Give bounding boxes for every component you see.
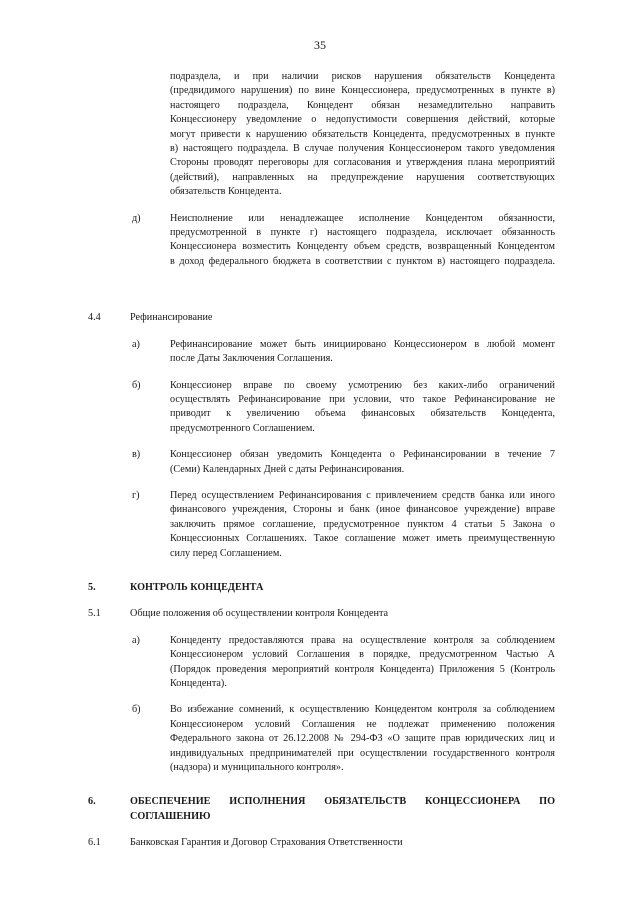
text-line: настоящего подраздела, Концедент обязан незамедлительно направить [170,99,555,111]
text-line: осуществлять Рефинансирование при условии, что такое Рефинансирование не [170,393,555,405]
subsection-title: Общие положения об осуществлении контроля Концедента [130,608,389,620]
subsection-number: 6.1 [88,837,101,849]
text-line: (действий), направленных на предупреждение нарушения соответствующих [170,171,555,183]
item-letter: в) [132,449,141,461]
text-line: приводит к увеличению объема финансовых обязательств Концедента, [170,408,555,420]
text-line: (предвидимого нарушения) по вине Концессионера, предусмотренных в пункте в) [170,85,555,97]
text-line: обязательств Концедента. [170,186,282,198]
subsection-4-4-heading [88,311,555,325]
document-body [88,70,555,851]
text-line: в доход федерального бюджета в соответствии с пунктом в) настоящего подраздела. [170,255,555,267]
list-item [88,379,555,437]
text-line: Концессионеру уведомление о недопустимости совершения действий, которые [170,114,555,126]
text-line: Концессионером условий Соглашения в порядке, предусмотренном Частью А [170,649,555,661]
section-title: КОНТРОЛЬ КОНЦЕДЕНТА [130,581,264,593]
list-item-d [88,212,555,270]
text-line: Перед осуществлением Рефинансирования с привлечением средств банка или иного [170,489,555,501]
text-line: Концедента). [170,678,227,689]
section-title-line: ОБЕСПЕЧЕНИЕ ИСПОЛНЕНИЯ ОБЯЗАТЕЛЬСТВ КОНЦЕССИОНЕРА ПО [130,796,555,808]
list-item [88,338,555,367]
page-number: 35 [314,38,326,52]
item-letter: б) [132,704,141,716]
text-line: в) настоящего подраздела. В случае получения Концессионером такого уведомления [170,143,555,155]
item-letter: д) [132,212,141,224]
subsection-title: Рефинансирование [130,312,213,324]
subsection-5-1-heading [88,607,555,621]
list-item [88,703,555,775]
section-number: 5. [88,581,96,593]
text-line: Во избежание сомнений, к осуществлению Концедентом контроля за соблюдением [170,704,555,716]
subsection-title: Банковская Гарантия и Договор Страхования Ответственности [130,837,403,849]
text-line: после Даты Заключения Соглашения. [170,353,333,365]
text-line: Концессионных Соглашениях. Такое соглашение может иметь преимущественную [170,533,555,545]
section-number: 6. [88,796,96,808]
list-item [88,634,555,692]
text-line: предусмотренной в пункте г) настоящего подраздела, исключает обязанность [170,227,555,239]
text-line: Рефинансирование может быть инициировано Концессионером в любой момент [170,338,555,350]
text-line: Федерального закона от 26.12.2008 № 294-ФЗ «О защите прав юридических лиц и [170,733,555,745]
text-line: силу перед Соглашением. [170,547,282,559]
item-letter: б) [132,379,141,391]
text-line: Концессионером условий Соглашения не подлежат применению положения [170,718,555,730]
subsection-number: 5.1 [88,608,101,620]
text-line: Концессионера возместить Концеденту объем средств, возвращенный Концедентом [170,241,555,253]
section-title-line: СОГЛАШЕНИЮ [130,810,211,822]
text-line: предусмотренного Соглашением. [170,422,315,434]
text-line: Концессионер вправе по своему усмотрению без каких-либо ограничений [170,379,555,391]
text-line: индивидуальных предпринимателей при осуществлении государственного контроля [170,747,555,759]
continuation-paragraph [88,70,555,200]
list-item [88,448,555,477]
item-letter: а) [132,338,140,350]
subsection-6-1-heading [88,836,555,850]
text-line: (надзора) и муниципального контроля». [170,762,344,774]
text-line: Концеденту предоставляются права на осуществление контроля за соблюдением [170,634,555,646]
section-5-heading [88,581,555,595]
item-letter: г) [132,489,140,501]
text-line: Концессионер обязан уведомить Концедента о Рефинансировании в течение 7 [170,449,555,461]
text-line: могут привести к нарушению обязательств Концедента, предусмотренных в пункте [170,128,555,140]
text-line: заключить прямое соглашение, предусмотренное пунктом 4 статьи 5 Закона о [170,518,555,530]
text-line: (Семи) Календарных Дней с даты Рефинансирования. [170,463,405,475]
list-item [88,489,555,561]
text-line: Неисполнение или ненадлежащее исполнение Концедентом обязанности, [170,212,555,224]
text-line: (Порядок проведения мероприятий контроля Концедента) Приложения 5 (Контроль [170,663,555,675]
subsection-number: 4.4 [88,312,101,324]
section-6-heading [88,795,555,824]
text-line: финансового учреждения, Стороны и банк (иное финансовое учреждение) вправе [170,504,555,516]
text-line: подраздела, и при наличии рисков нарушения обязательств Концедента [170,71,555,82]
item-letter: а) [132,634,140,646]
text-line: Стороны проводят переговоры для согласования и утверждения плана мероприятий [170,157,555,169]
